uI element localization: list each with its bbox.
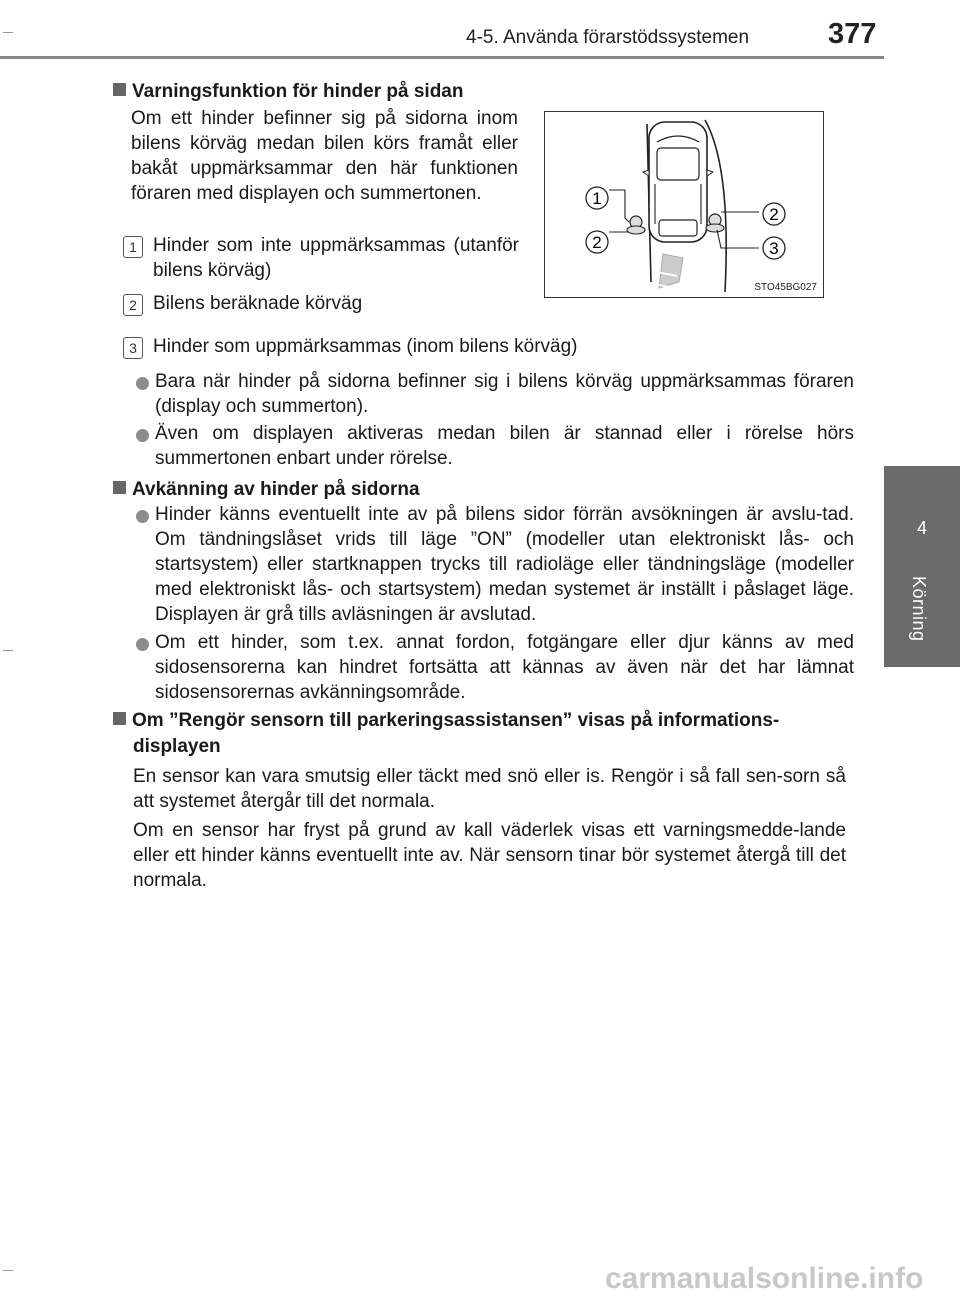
section-title: 4-5. Använda förarstödssystemen: [466, 27, 750, 48]
legend-item-1: Hinder som inte uppmärksammas (utanför bilens körväg): [153, 235, 519, 281]
crop-mark: [3, 650, 13, 651]
square-bullet-icon: [113, 712, 126, 725]
heading-text: Avkänning av hinder på sidorna: [132, 479, 420, 500]
bullet-paragraph: Även om displayen aktiveras medan bilen är stannad eller i rörelse hörs summertonen enbart under rörelse.: [155, 423, 854, 469]
bullet-paragraph: Om ett hinder, som t.ex. annat fordon, fotgängare eller djur känns av med sidosensorerna kan hindret fortsätta att kännas av även när det har lämnat sidosensorernas avkänningsområde.: [155, 632, 854, 703]
legend-item-2: Bilens beräknade körväg: [153, 293, 363, 314]
bullet-paragraph: Hinder känns eventuellt inte av på bilens sidor förrän avsökningen är avslu-tad. Om tändningslåset vrids till läge ”ON” (modeller utan elektroniskt lås- och startsystem) eller startknappen trycks till radioläge eller tändningsläge (modeller med elektroniskt lås- och startsystem) medan systemet är inställt i påslaget läge. Displayen är grå tills avläsningen är avslutad.: [155, 504, 854, 625]
callout-number-2: 2: [123, 294, 143, 316]
square-bullet-icon: [113, 83, 126, 96]
section-heading: [113, 708, 779, 733]
legend-item-3: Hinder som uppmärksammas (inom bilens körväg): [153, 336, 578, 357]
callout-number-3: 3: [123, 337, 143, 359]
round-bullet-icon: [136, 510, 149, 523]
crop-mark: [3, 32, 13, 33]
bullet-paragraph: Bara när hinder på sidorna befinner sig i bilens körväg uppmärksammas föraren (display och summerton).: [155, 371, 854, 417]
chapter-label: Körning: [909, 576, 929, 642]
callout-number-1: 1: [123, 236, 143, 258]
section-heading: [113, 79, 463, 104]
round-bullet-icon: [136, 638, 149, 651]
heading-text: Varningsfunktion för hinder på sidan: [132, 81, 464, 102]
round-bullet-icon: [136, 429, 149, 442]
callout-label: 2: [769, 205, 779, 224]
page-number: 377: [828, 18, 877, 50]
car-diagram-illustration: [545, 112, 823, 297]
body-paragraph: En sensor kan vara smutsig eller täckt med snö eller is. Rengör i så fall sen-sorn så att systemet återgår till det normala.: [133, 766, 846, 812]
section-heading: [113, 477, 420, 502]
body-paragraph: Om en sensor har fryst på grund av kall väderlek visas ett varningsmedde-lande eller ett hinder känns eventuellt inte av. När sensorn tinar bör systemet återgå till det normala.: [133, 820, 846, 891]
callout-label: 2: [592, 233, 602, 252]
callout-label: 1: [592, 189, 602, 208]
section-heading-continued: displayen: [133, 736, 221, 757]
square-bullet-icon: [113, 481, 126, 494]
intro-paragraph: Om ett hinder befinner sig på sidorna inom bilens körväg medan bilen körs framåt eller bakåt uppmärksammar den här funktionen föraren med displayen och summertonen.: [131, 108, 518, 204]
side-obstacle-diagram: [544, 111, 824, 298]
crop-mark: [3, 1270, 13, 1271]
round-bullet-icon: [136, 377, 149, 390]
figure-code: STO45BG027: [754, 282, 817, 293]
chapter-number: 4: [916, 518, 927, 538]
header-rule: [0, 56, 884, 59]
callout-label: 3: [769, 239, 779, 258]
watermark: carmanualsonline.info: [605, 1262, 924, 1295]
heading-text: Om ”Rengör sensorn till parkeringsassistansen” visas på informations-: [132, 710, 780, 731]
